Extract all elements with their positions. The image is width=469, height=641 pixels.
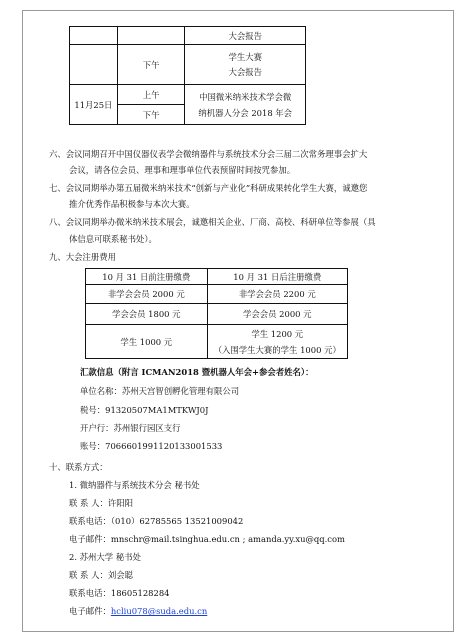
table-row bbox=[86, 325, 348, 359]
item-seven-line1: 七、会议同期举办第五届微米纳米技术“创新与产业化”科研成果转化学生大赛，诚邀您 bbox=[49, 183, 368, 193]
contact-phone-2: 联系电话：18605128284 bbox=[69, 588, 170, 598]
fee-cell: 非学会会员 2000 元 bbox=[86, 285, 208, 304]
schedule-table bbox=[69, 26, 306, 125]
fee-header-before: 10 月 31 日前注册缴费 bbox=[86, 269, 208, 285]
remit-title: 汇款信息（附言 ICMAN2018 暨机器人年会+参会者姓名）： bbox=[80, 367, 314, 377]
fee-cell: 学会会员 2000 元 bbox=[207, 304, 347, 325]
fee-line: （入围学生大赛的学生 1000 元） bbox=[213, 344, 341, 355]
table-row bbox=[70, 27, 306, 45]
fee-cell: 学会会员 1800 元 bbox=[86, 304, 208, 325]
schedule-time-cell: 上午 bbox=[117, 85, 185, 105]
remit-tax-id: 税号：91320507MA1MTKWJ0J bbox=[80, 405, 209, 415]
contact-email-2-label: 电子邮件： bbox=[69, 606, 111, 616]
schedule-event-cell bbox=[185, 85, 306, 125]
table-row bbox=[70, 45, 306, 85]
fee-cell: 学生 1000 元 bbox=[86, 325, 208, 359]
item-six-line1: 六、会议同期召开中国仪器仪表学会微纳器件与系统技术分会三届二次常务理事会扩大 bbox=[49, 149, 368, 159]
fee-line: 学生 1200 元 bbox=[251, 328, 304, 339]
fee-cell: 非学会会员 2200 元 bbox=[207, 285, 347, 304]
table-row bbox=[86, 304, 348, 325]
contact-phone-1: 联系电话：（010）62785565 13521009042 bbox=[69, 516, 244, 526]
item-eight-line2: 体信息可联系秘书处）。 bbox=[69, 234, 157, 244]
item-eight-line1: 八、会议同期举办微米纳米技术展会，诚邀相关企业、厂商、高校、科研单位等参展（具 bbox=[49, 217, 376, 227]
remit-bank: 开户行：苏州银行园区支行 bbox=[80, 423, 181, 433]
fee-cell bbox=[207, 325, 347, 359]
contact-email-2-link[interactable]: hcliu078@suda.edu.cn bbox=[110, 606, 208, 616]
remit-account: 账号：7066601991120133001533 bbox=[80, 441, 223, 451]
fee-table bbox=[85, 268, 348, 359]
event-line: 大会报告 bbox=[228, 67, 262, 77]
schedule-date-cell-empty bbox=[70, 45, 118, 85]
event-line: 纳机器人分会 2018 年会 bbox=[198, 107, 293, 118]
contact-email-2 bbox=[69, 605, 207, 617]
schedule-event-cell: 大会报告 bbox=[185, 27, 306, 45]
fee-header-after: 10 月 31 日后注册缴费 bbox=[207, 269, 347, 285]
schedule-time-cell-empty bbox=[117, 27, 185, 45]
event-line: 中国微米纳米技术学会微 bbox=[199, 91, 292, 102]
contact-heading: 十、联系方式： bbox=[49, 462, 108, 472]
item-seven-line2: 推介优秀作品积极参与本次大赛。 bbox=[69, 199, 195, 209]
contact-org-1: 1. 微纳器件与系统技术分会 秘书处 bbox=[69, 480, 200, 490]
item-six-line2: 会议，请各位会员、理事和理事单位代表预留时间按咒参加。 bbox=[69, 165, 296, 175]
contact-org-2: 2. 苏州大学 秘书处 bbox=[69, 552, 141, 562]
schedule-event-cell bbox=[185, 45, 306, 85]
schedule-time-cell: 下午 bbox=[117, 45, 185, 85]
contact-email-1: 电子邮件：mnschr@mail.tsinghua.edu.cn ; amanda.yy.xu@qq.com bbox=[69, 534, 345, 544]
table-row bbox=[86, 269, 348, 285]
schedule-time-cell: 下午 bbox=[117, 105, 185, 125]
contact-person-1: 联 系 人：许阳阳 bbox=[69, 498, 133, 508]
item-nine-heading: 九、大会注册费用 bbox=[49, 252, 116, 262]
schedule-date-cell-empty bbox=[70, 27, 118, 45]
event-line: 学生大赛 bbox=[228, 52, 262, 62]
contact-person-2: 联 系 人：刘会聪 bbox=[69, 570, 133, 580]
schedule-date-cell: 11月25日 bbox=[70, 85, 118, 125]
remit-unit: 单位名称：苏州天宫智创孵化管理有限公司 bbox=[80, 386, 240, 396]
table-row bbox=[86, 285, 348, 304]
table-row bbox=[70, 85, 306, 105]
